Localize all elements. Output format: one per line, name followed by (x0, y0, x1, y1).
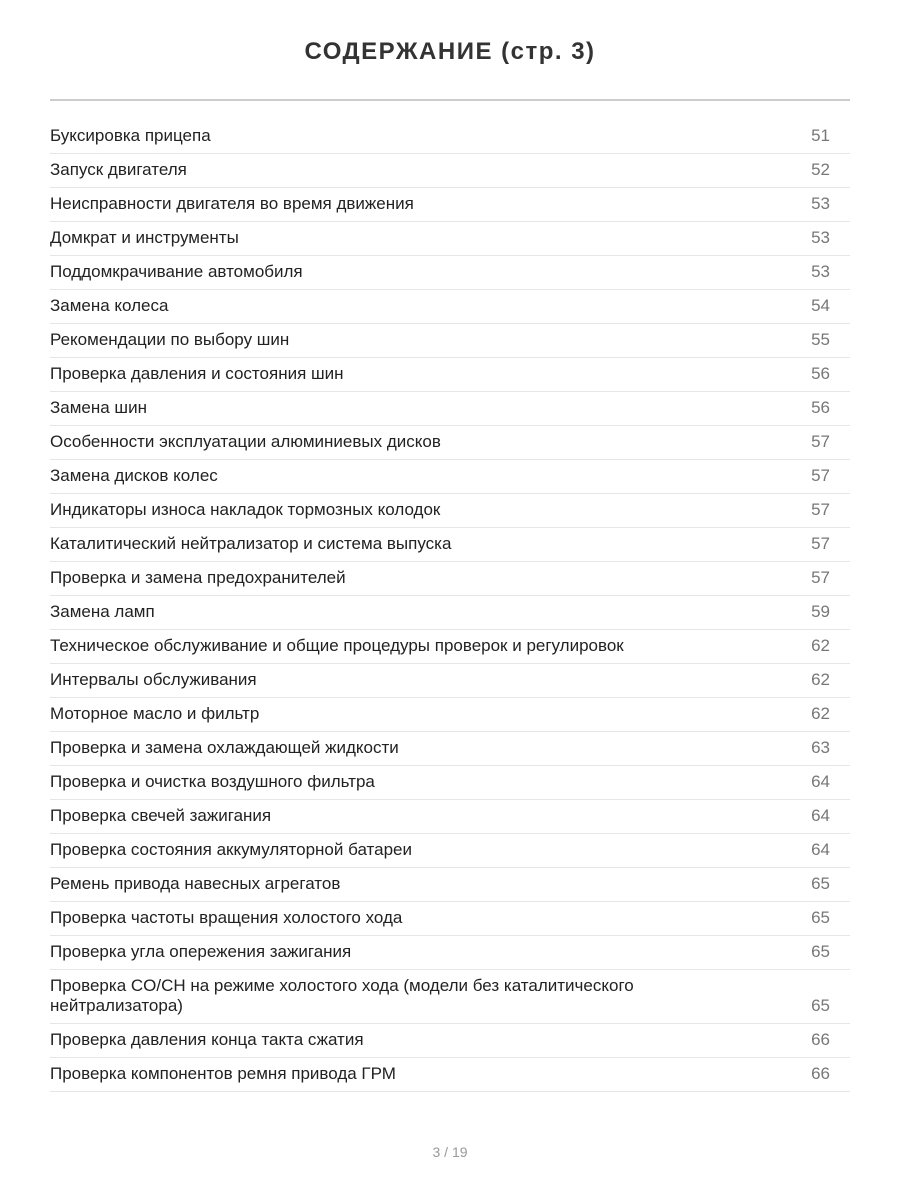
toc-entry-page: 57 (811, 466, 830, 485)
toc-row[interactable] (50, 664, 850, 698)
toc-entry-page: 54 (811, 296, 830, 315)
toc-entry-label: Проверка давления и состояния шин (50, 364, 344, 383)
toc-entry-label: Каталитический нейтрализатор и система выпуска (50, 534, 452, 553)
toc-entry-page: 57 (811, 534, 830, 553)
toc-row[interactable] (50, 970, 850, 1024)
toc-entry-page: 53 (811, 262, 830, 281)
toc-entry-page: 65 (811, 996, 830, 1015)
toc-row[interactable] (50, 800, 850, 834)
toc-entry-page: 65 (811, 874, 830, 893)
toc-entry-page: 64 (811, 772, 830, 791)
toc-entry-label: Проверка угла опережения зажигания (50, 942, 352, 961)
toc-entry-label: Проверка частоты вращения холостого хода (50, 908, 403, 927)
toc-entry-page: 59 (811, 602, 830, 621)
toc-entry-page: 55 (811, 330, 830, 349)
toc-entry-label: Проверка CO/CH на режиме холостого хода (модели без каталитического нейтрализатора) (50, 976, 634, 1015)
toc-row[interactable] (50, 324, 850, 358)
toc-row[interactable] (50, 902, 850, 936)
toc-row[interactable] (50, 834, 850, 868)
toc-row[interactable] (50, 222, 850, 256)
toc-row[interactable] (50, 154, 850, 188)
toc-entry-label: Интервалы обслуживания (50, 670, 257, 689)
toc-entry-page: 57 (811, 568, 830, 587)
toc-entry-page: 52 (811, 160, 830, 179)
toc-entry-page: 56 (811, 398, 830, 417)
toc-entry-label: Рекомендации по выбору шин (50, 330, 290, 349)
toc-row[interactable] (50, 494, 850, 528)
title-divider (50, 99, 850, 101)
toc-entry-page: 66 (811, 1064, 830, 1083)
toc-row[interactable] (50, 766, 850, 800)
toc-entry-label: Замена ламп (50, 602, 155, 621)
toc-entry-label: Индикаторы износа накладок тормозных колодок (50, 500, 441, 519)
toc-entry-label: Ремень привода навесных агрегатов (50, 874, 341, 893)
toc-entry-label: Домкрат и инструменты (50, 228, 239, 247)
toc-entry-page: 63 (811, 738, 830, 757)
toc-entry-label: Проверка компонентов ремня привода ГРМ (50, 1064, 396, 1083)
toc-entry-label: Поддомкрачивание автомобиля (50, 262, 303, 281)
toc-entry-label: Проверка и очистка воздушного фильтра (50, 772, 375, 791)
toc-entry-label: Замена колеса (50, 296, 169, 315)
toc-entry-page: 62 (811, 704, 830, 723)
toc-entry-page: 53 (811, 194, 830, 213)
toc-entry-label: Проверка свечей зажигания (50, 806, 272, 825)
toc-row[interactable] (50, 868, 850, 902)
toc-entry-page: 65 (811, 942, 830, 961)
toc-entry-label: Проверка и замена предохранителей (50, 568, 346, 587)
toc-entry-page: 62 (811, 636, 830, 655)
toc-entry-label: Моторное масло и фильтр (50, 704, 260, 723)
toc-row[interactable] (50, 936, 850, 970)
toc-entry-page: 64 (811, 806, 830, 825)
toc-entry-label: Запуск двигателя (50, 160, 187, 179)
toc-row[interactable] (50, 358, 850, 392)
toc-row[interactable] (50, 528, 850, 562)
toc-entry-page: 51 (811, 126, 830, 145)
toc-row[interactable] (50, 392, 850, 426)
toc-entry-page: 66 (811, 1030, 830, 1049)
toc-entry-page: 57 (811, 432, 830, 451)
toc-entry-label: Техническое обслуживание и общие процедуры проверок и регулировок (50, 636, 624, 655)
toc-entry-label: Проверка давления конца такта сжатия (50, 1030, 364, 1049)
toc-row[interactable] (50, 188, 850, 222)
toc-row[interactable] (50, 562, 850, 596)
page-title: СОДЕРЖАНИЕ (стр. 3) (304, 38, 596, 65)
toc-entry-page: 56 (811, 364, 830, 383)
toc-row[interactable] (50, 1024, 850, 1058)
page-counter: 3 / 19 (432, 1144, 468, 1160)
toc-entry-label: Особенности эксплуатации алюминиевых дисков (50, 432, 441, 451)
toc-row[interactable] (50, 290, 850, 324)
toc-entry-page: 65 (811, 908, 830, 927)
toc-row[interactable] (50, 120, 850, 154)
toc-entry-page: 53 (811, 228, 830, 247)
toc-entry-label: Замена шин (50, 398, 147, 417)
toc-entry-page: 57 (811, 500, 830, 519)
toc-entry-label: Проверка и замена охлаждающей жидкости (50, 738, 399, 757)
toc-entry-label: Буксировка прицепа (50, 126, 211, 145)
toc-row[interactable] (50, 698, 850, 732)
toc-entry-page: 64 (811, 840, 830, 859)
toc-row[interactable] (50, 732, 850, 766)
toc-row[interactable] (50, 256, 850, 290)
toc-row[interactable] (50, 630, 850, 664)
toc-row[interactable] (50, 1058, 850, 1092)
toc-row[interactable] (50, 460, 850, 494)
table-of-contents (50, 120, 850, 1092)
toc-row[interactable] (50, 596, 850, 630)
toc-entry-label: Неисправности двигателя во время движения (50, 194, 414, 213)
toc-entry-page: 62 (811, 670, 830, 689)
toc-entry-label: Замена дисков колес (50, 466, 218, 485)
toc-row[interactable] (50, 426, 850, 460)
toc-entry-label: Проверка состояния аккумуляторной батареи (50, 840, 412, 859)
